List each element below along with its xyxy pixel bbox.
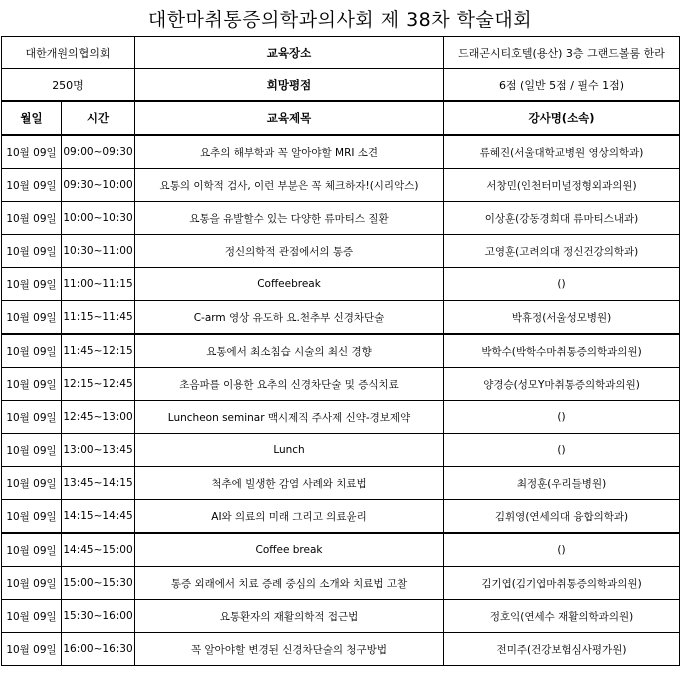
session-topic: AI와 의료의 미래 그리고 의료윤리	[135, 500, 444, 534]
session-topic: 꼭 알아야할 변경된 신경차단술의 청구방법	[135, 633, 444, 666]
session-date: 10월 09일	[2, 235, 62, 268]
session-topic: Coffee break	[135, 533, 444, 567]
table-row	[2, 202, 680, 235]
table-row	[2, 467, 680, 500]
info-row-location	[2, 37, 680, 69]
header-time: 시간	[62, 101, 135, 135]
organizer-cell: 대한개원의협의회	[2, 37, 135, 69]
session-time: 11:00~11:15	[62, 268, 135, 301]
table-header-row	[2, 101, 680, 135]
session-topic: 요통환자의 재활의학적 접근법	[135, 600, 444, 633]
session-speaker: ()	[444, 401, 680, 434]
session-speaker: ()	[444, 268, 680, 301]
session-speaker: 고영훈(고려의대 정신건강의학과)	[444, 235, 680, 268]
session-topic: Coffeebreak	[135, 268, 444, 301]
session-time: 12:45~13:00	[62, 401, 135, 434]
session-time: 13:45~14:15	[62, 467, 135, 500]
session-topic: 통증 외래에서 치료 증례 중심의 소개와 치료법 고찰	[135, 567, 444, 600]
session-date: 10월 09일	[2, 533, 62, 567]
table-row	[2, 169, 680, 202]
session-date: 10월 09일	[2, 301, 62, 335]
session-speaker: 김휘영(연세의대 융합의학과)	[444, 500, 680, 534]
session-speaker: 이상훈(강동경희대 류마티스내과)	[444, 202, 680, 235]
session-time: 12:15~12:45	[62, 368, 135, 401]
table-row	[2, 533, 680, 567]
session-date: 10월 09일	[2, 169, 62, 202]
session-list	[2, 135, 680, 666]
session-speaker: 박휴정(서울성모병원)	[444, 301, 680, 335]
header-date: 월일	[2, 101, 62, 135]
session-speaker: 양경승(성모Y마취통증의학과의원)	[444, 368, 680, 401]
schedule-table	[1, 36, 680, 666]
session-time: 09:30~10:00	[62, 169, 135, 202]
session-time: 09:00~09:30	[62, 135, 135, 169]
table-row	[2, 633, 680, 666]
table-row	[2, 368, 680, 401]
header-speaker: 강사명(소속)	[444, 101, 680, 135]
capacity-cell: 250명	[2, 69, 135, 102]
session-speaker: 서창민(인천터미널정형외과의원)	[444, 169, 680, 202]
table-row	[2, 600, 680, 633]
session-speaker: 정호익(연세수 재활의학과의원)	[444, 600, 680, 633]
session-topic: Luncheon seminar 맥시제직 주사제 신약-경보제약	[135, 401, 444, 434]
session-time: 15:30~16:00	[62, 600, 135, 633]
session-speaker: 류혜진(서울대학교병원 영상의학과)	[444, 135, 680, 169]
info-row-score	[2, 69, 680, 102]
table-row	[2, 268, 680, 301]
score-value: 6점 (일반 5점 / 필수 1점)	[444, 69, 680, 102]
session-time: 13:00~13:45	[62, 434, 135, 467]
session-date: 10월 09일	[2, 633, 62, 666]
session-speaker: ()	[444, 533, 680, 567]
session-time: 10:00~10:30	[62, 202, 135, 235]
session-time: 10:30~11:00	[62, 235, 135, 268]
session-topic: 요통을 유발할수 있는 다양한 류마티스 질환	[135, 202, 444, 235]
score-label: 희망평점	[135, 69, 444, 102]
session-date: 10월 09일	[2, 467, 62, 500]
session-topic: 초음파를 이용한 요추의 신경차단술 및 증식치료	[135, 368, 444, 401]
session-time: 16:00~16:30	[62, 633, 135, 666]
session-date: 10월 09일	[2, 401, 62, 434]
location-value: 드래곤시티호텔(용산) 3층 그랜드볼룸 한라	[444, 37, 680, 69]
session-time: 14:45~15:00	[62, 533, 135, 567]
session-time: 14:15~14:45	[62, 500, 135, 534]
table-row	[2, 235, 680, 268]
header-topic: 교육제목	[135, 101, 444, 135]
session-topic: Lunch	[135, 434, 444, 467]
table-row	[2, 401, 680, 434]
session-topic: 요추의 해부학과 꼭 알아야할 MRI 소견	[135, 135, 444, 169]
session-topic: 정신의학적 관점에서의 통증	[135, 235, 444, 268]
session-topic: C-arm 영상 유도하 요.천추부 신경차단술	[135, 301, 444, 335]
page-title: 대한마취통증의학과의사회 제 38차 학술대회	[147, 8, 533, 31]
table-row	[2, 135, 680, 169]
session-speaker: ()	[444, 434, 680, 467]
session-date: 10월 09일	[2, 268, 62, 301]
session-topic: 척추에 빌생한 감염 사례와 치료법	[135, 467, 444, 500]
location-label: 교육장소	[135, 37, 444, 69]
session-date: 10월 09일	[2, 567, 62, 600]
session-time: 11:45~12:15	[62, 334, 135, 368]
session-date: 10월 09일	[2, 202, 62, 235]
session-speaker: 박학수(박학수마취통증의학과의원)	[444, 334, 680, 368]
table-row	[2, 334, 680, 368]
session-topic: 요통에서 최소침습 시술의 최신 경향	[135, 334, 444, 368]
session-date: 10월 09일	[2, 434, 62, 467]
session-date: 10월 09일	[2, 334, 62, 368]
table-row	[2, 434, 680, 467]
session-topic: 요통의 이학적 검사, 이런 부분은 꼭 체크하자!(시리악스)	[135, 169, 444, 202]
session-date: 10월 09일	[2, 135, 62, 169]
session-time: 11:15~11:45	[62, 301, 135, 335]
session-speaker: 최정훈(우리들병원)	[444, 467, 680, 500]
session-date: 10월 09일	[2, 600, 62, 633]
table-row	[2, 301, 680, 335]
session-time: 15:00~15:30	[62, 567, 135, 600]
session-speaker: 전미주(건강보험심사평가원)	[444, 633, 680, 666]
table-row	[2, 500, 680, 534]
session-speaker: 김기엽(김기엽마취통증의학과의원)	[444, 567, 680, 600]
table-row	[2, 567, 680, 600]
session-date: 10월 09일	[2, 500, 62, 534]
session-date: 10월 09일	[2, 368, 62, 401]
